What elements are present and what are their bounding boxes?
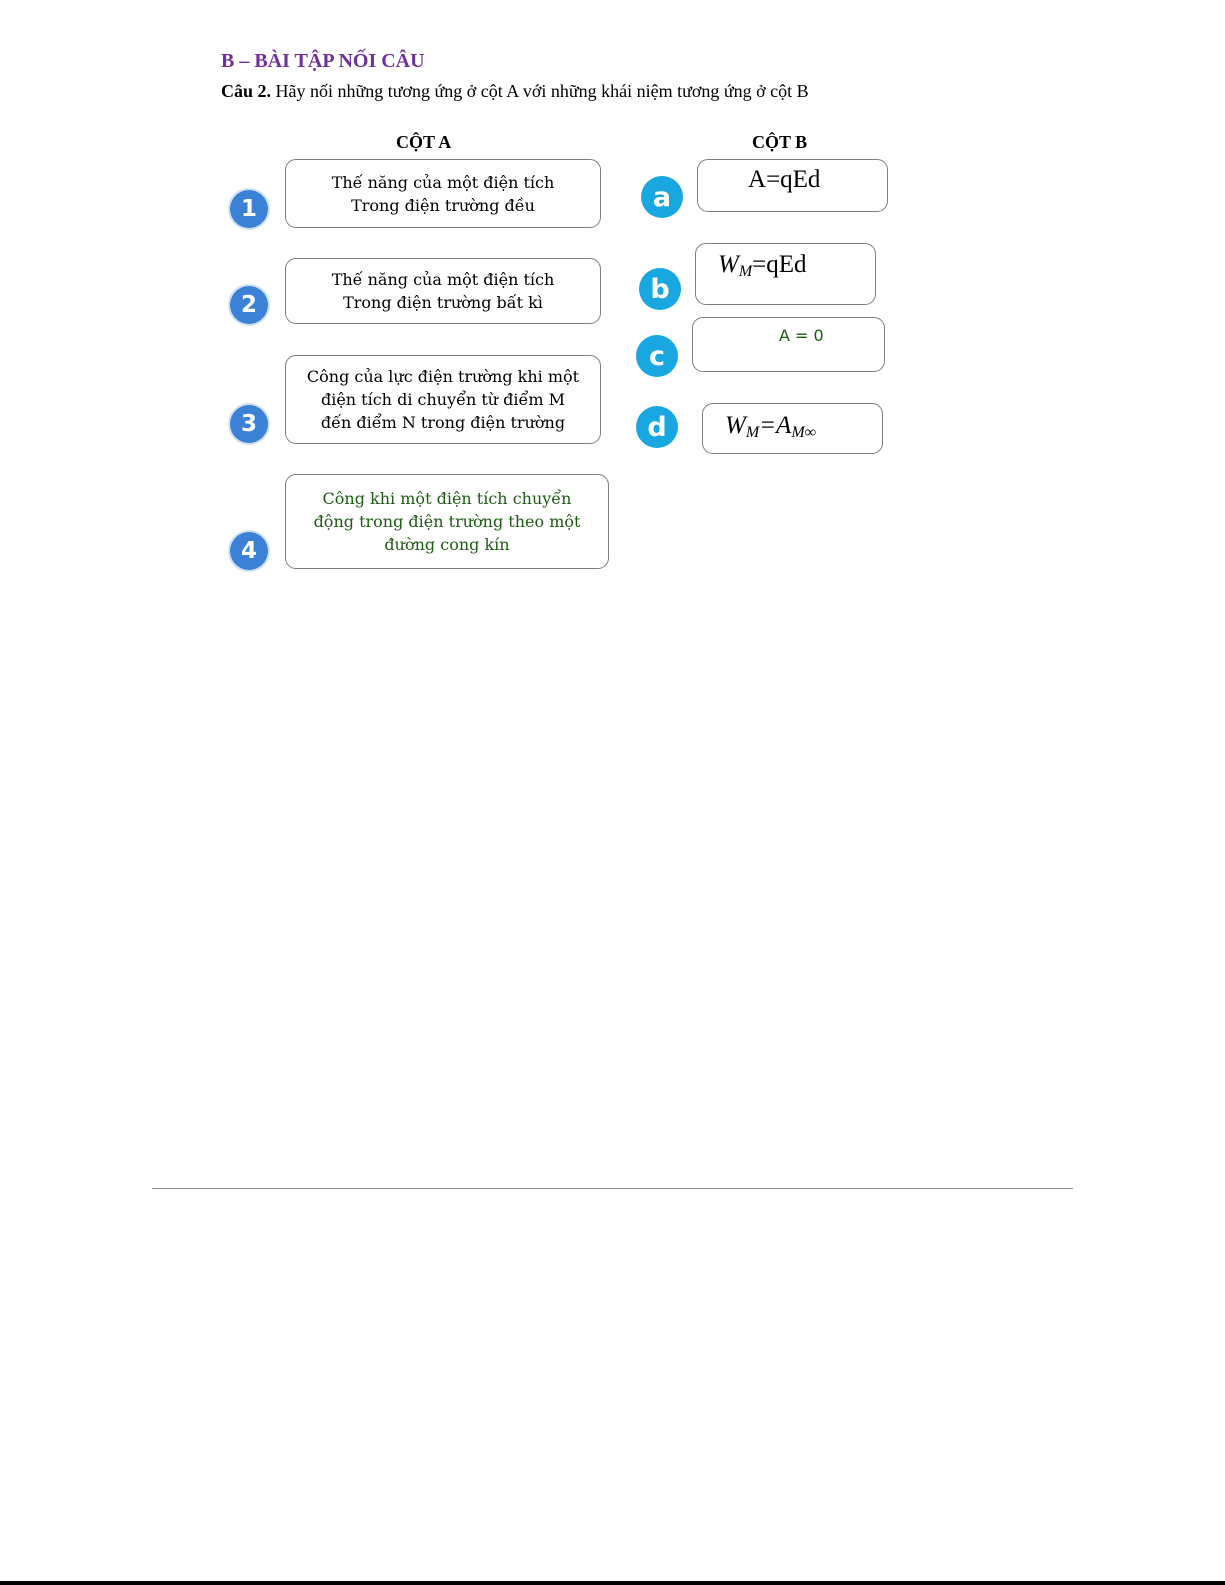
column-a-item-3[interactable] [285,355,601,444]
column-b-item-c[interactable] [692,317,885,372]
column-a-item-2-text: Thế năng của một điện tích Trong điện trường bất kì [331,270,555,312]
column-a-title: CỘT A [396,132,452,152]
formula-b: $W_M=qEd$ [718,251,807,280]
column-b-item-d[interactable] [702,403,883,454]
question-label: Câu 2. [221,81,272,101]
letter-badge-b: b [639,268,681,310]
column-a-item-4-text: Công khi một điện tích chuyển động trong điện trường theo một đường cong kín [313,489,581,554]
footer-divider [152,1188,1073,1189]
column-b-item-a[interactable] [697,159,888,212]
number-badge-4: 4 [230,532,268,570]
column-b-title: CỘT B [752,132,808,152]
question [221,81,809,102]
number-badge-2: 2 [230,286,268,324]
formula-d: $W_M=A_{M\infty}$ [725,411,817,441]
question-text: Hãy nối những tương ứng ở cột A với những khái niệm tương ứng ở cột B [275,81,809,101]
column-b-item-b[interactable] [695,243,876,305]
formula-a: A=qEd [748,166,821,193]
column-a-item-2[interactable] [285,258,601,324]
column-a-item-1-text: Thế năng của một điện tích Trong điện trường đều [331,172,555,215]
column-a-item-4[interactable] [285,474,609,569]
letter-badge-d: d [636,406,678,448]
column-a-item-1[interactable] [285,159,601,228]
number-badge-3: 3 [230,405,268,443]
formula-c: A = 0 [779,326,824,345]
number-badge-1: 1 [230,190,268,228]
letter-badge-a: a [641,176,683,218]
page-bottom-border [0,1581,1225,1585]
letter-badge-c: c [636,335,678,377]
section-title: B – BÀI TẬP NỐI CÂU [221,50,425,72]
column-a-item-3-text: Công của lực điện trường khi một điện tích di chuyển từ điểm M đến điểm N trong điện trường [306,367,580,432]
